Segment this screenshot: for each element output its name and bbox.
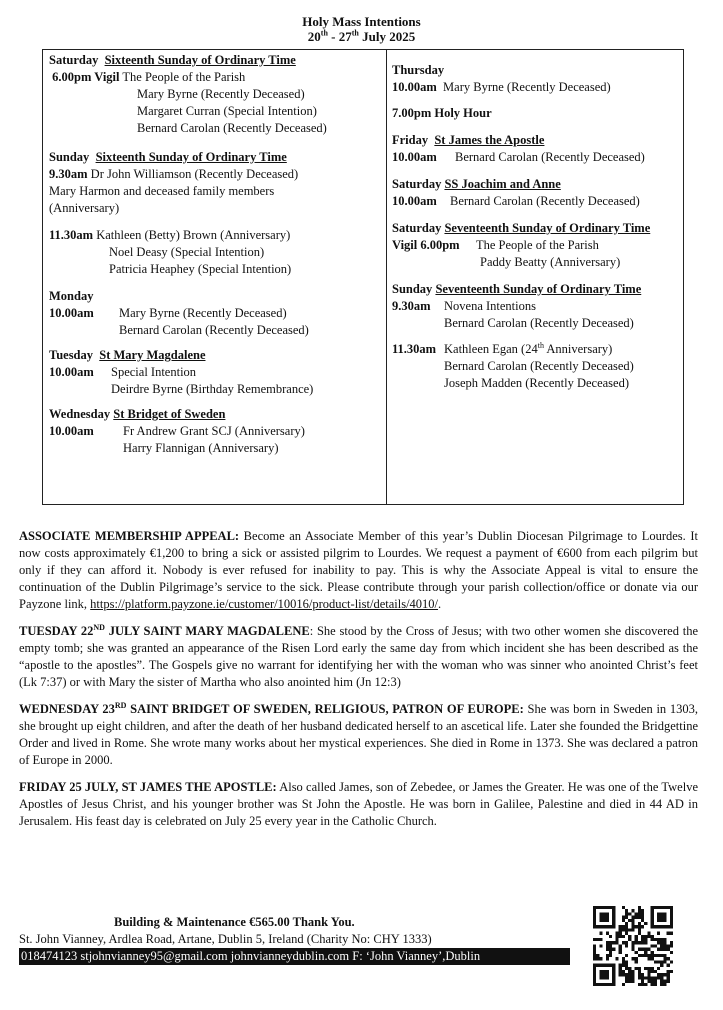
intention: Fr Andrew Grant SCJ (Anniversary) xyxy=(123,424,305,438)
notice-heading xyxy=(19,624,310,638)
mass-time: 10.00am xyxy=(49,424,94,438)
feast-label: Sixteenth Sunday of Ordinary Time xyxy=(95,150,287,164)
entry-sunday-seventeenth xyxy=(392,281,680,392)
parish-address: St. John Vianney, Ardlea Road, Artane, Dublin 5, Ireland (Charity No: CHY 1333) xyxy=(19,932,432,946)
notice-heading xyxy=(19,702,524,716)
mass-time: 10.00am xyxy=(392,150,437,164)
ordinal-suffix: th xyxy=(537,340,544,350)
entry-saturday xyxy=(49,52,381,137)
entry-tuesday xyxy=(49,347,381,398)
date-end: - 27 xyxy=(327,29,352,44)
notice-st-james xyxy=(19,779,698,830)
notice-bridget-of-sweden xyxy=(19,701,698,769)
mass-time: 10.00am xyxy=(49,365,94,379)
contact-bar: 018474123 stjohnvianney95@gmail.com johnvianneydublin.com F: ‘John Vianney’,Dublin xyxy=(19,948,570,965)
date-start: 20 xyxy=(307,29,321,44)
footer xyxy=(19,914,579,965)
intention: Mary Harmon and deceased family members (Anniversary) xyxy=(49,184,275,215)
notice-body: Become an Associate Member of this year’s Dublin Diocesan Pilgrimage to Lourdes. It now costs approximately €1,200 to bring a sick or assisted pilgrim to Lourdes. We request a payment of €600 from each pilgrim but only if they can afford it. Nobody is ever refused for inability to pay. This is why the Associate Appeal is vital to ensure the continuation of the Dublin Pilgrimage’s service to the sick. Please contribute through your parish collection/office or donate via our Payzone link, xyxy=(19,529,698,611)
intention xyxy=(444,342,612,356)
intention: Bernard Carolan (Recently Deceased) xyxy=(137,121,327,135)
notice-body: She was born in Sweden in 1303, she brought up eight children, and after the death of her husband dedicated herself to an ascetical life. Later she founded the Bridgettine Order and lived in Rome. She wrote many works about her mystical experiences. She died in Rome in 1373. She was declared a patron of Europe in 2000. xyxy=(19,702,698,767)
intention-part: Kathleen Egan (24 xyxy=(444,342,538,356)
day-label: Thursday xyxy=(392,63,445,77)
notices xyxy=(19,528,698,840)
intention: Mary Byrne (Recently Deceased) xyxy=(119,306,287,320)
entry-thursday xyxy=(392,62,680,122)
ordinal-suffix: RD xyxy=(114,700,127,710)
day-label: Monday xyxy=(49,289,94,303)
mass-intentions-table xyxy=(42,49,684,505)
intention: Harry Flannigan (Anniversary) xyxy=(123,441,279,455)
intention: Noel Deasy (Special Intention) xyxy=(109,245,265,259)
mass-time: Vigil 6.00pm xyxy=(392,238,460,252)
ordinal-suffix: ND xyxy=(93,622,105,632)
mass-time: 10.00am xyxy=(49,306,94,320)
notice-heading: FRIDAY 25 JULY, ST JAMES THE APOSTLE: xyxy=(19,780,277,794)
feast-label: SS Joachim and Anne xyxy=(444,177,561,191)
intention: Mary Byrne (Recently Deceased) xyxy=(443,80,611,94)
day-label: Saturday xyxy=(49,53,99,67)
intention: Paddy Beatty (Anniversary) xyxy=(480,255,621,269)
intention: Mary Byrne (Recently Deceased) xyxy=(137,87,305,101)
feast-label: St Bridget of Sweden xyxy=(113,407,226,421)
feast-label: Seventeenth Sunday of Ordinary Time xyxy=(435,282,642,296)
day-label: Sunday xyxy=(49,150,90,164)
day-label: Saturday xyxy=(392,221,442,235)
mass-time: 11.30am xyxy=(392,342,437,356)
feast-label: St Mary Magdalene xyxy=(99,348,206,362)
intention: Dr John Williamson (Recently Deceased) xyxy=(90,167,299,181)
intention: Patricia Heaphey (Special Intention) xyxy=(109,262,292,276)
page-title xyxy=(0,14,723,44)
intention: Novena Intentions xyxy=(444,299,536,313)
entry-friday xyxy=(392,132,680,166)
day-label: Friday xyxy=(392,133,429,147)
mass-time: 11.30am xyxy=(49,228,94,242)
mass-time: 9.30am xyxy=(49,167,88,181)
notice-heading: ASSOCIATE MEMBERSHIP APPEAL: xyxy=(19,529,240,543)
heading-part: JULY SAINT MARY MAGDALENE xyxy=(104,624,310,638)
mass-time: 6.00pm Vigil xyxy=(52,70,120,84)
left-column xyxy=(49,52,381,465)
heading-part: TUESDAY 22 xyxy=(19,624,94,638)
intention: Bernard Carolan (Recently Deceased) xyxy=(119,323,309,337)
mass-time: 10.00am xyxy=(392,80,437,94)
mass-time: 9.30am xyxy=(392,299,431,313)
title-line-2 xyxy=(0,29,723,44)
date-month-year: July 2025 xyxy=(358,29,416,44)
entry-wednesday xyxy=(49,406,381,457)
heading-part: SAINT BRIDGET OF SWEDEN, RELIGIOUS, PATRON OF EUROPE: xyxy=(126,702,524,716)
entry-saturday-joachim xyxy=(392,176,680,210)
feast-label: Seventeenth Sunday of Ordinary Time xyxy=(444,221,651,235)
day-label: Saturday xyxy=(392,177,442,191)
payzone-link[interactable]: https://platform.payzone.ie/customer/10016/product-list/details/4010/ xyxy=(90,597,439,611)
mass-time: 10.00am xyxy=(392,194,437,208)
intention: Kathleen (Betty) Brown (Anniversary) xyxy=(96,228,291,242)
intention: Bernard Carolan (Recently Deceased) xyxy=(444,359,634,373)
intention: Bernard Carolan (Recently Deceased) xyxy=(444,316,634,330)
date-start-suffix: th xyxy=(320,28,328,38)
intention: The People of the Parish xyxy=(122,70,246,84)
feast-label: Sixteenth Sunday of Ordinary Time xyxy=(104,53,296,67)
date-end-suffix: th xyxy=(351,28,359,38)
entry-saturday-vigil xyxy=(392,220,680,271)
intention: The People of the Parish xyxy=(476,238,599,252)
holy-hour: 7.00pm Holy Hour xyxy=(392,106,492,120)
notice-end: . xyxy=(438,597,442,611)
intention: Joseph Madden (Recently Deceased) xyxy=(444,376,629,390)
heading-part: WEDNESDAY 23 xyxy=(19,702,115,716)
entry-monday xyxy=(49,288,381,339)
entry-sunday xyxy=(49,149,381,278)
notice-body: : She stood by the Cross of Jesus; with two other women she discovered the empty tomb; she was granted an appearance of the Risen Lord early the same day from which incident she has been described as the “apostle to the apostles”. The Gospels give no warrant for identifying her with the woman who was sinner who anointed Christ’s feet (Lk 7:37) or with Mary the sister of Martha who also anointed him (Jn 12:3) xyxy=(19,624,698,689)
notice-associate-appeal xyxy=(19,528,698,613)
day-label: Wednesday xyxy=(49,407,111,421)
feast-label: St James the Apostle xyxy=(434,133,545,147)
qr-code-icon xyxy=(593,906,673,986)
notice-body: Also called James, son of Zebedee, or James the Greater. He was one of the Twelve Apostles of Jesus Christ, and his younger brother was St John the Apostle. He was born in Galilee, Palestine and died in 44 AD in Jerusalem. His feast day is celebrated on July 25 every year in the Catholic Church. xyxy=(19,780,698,828)
intention: Margaret Curran (Special Intention) xyxy=(137,104,317,118)
notice-mary-magdalene xyxy=(19,623,698,691)
building-maintenance: Building & Maintenance €565.00 Thank You. xyxy=(114,915,355,929)
day-label: Tuesday xyxy=(49,348,94,362)
title-line-1: Holy Mass Intentions xyxy=(302,14,421,29)
intention: Bernard Carolan (Recently Deceased) xyxy=(455,150,645,164)
column-divider xyxy=(386,50,387,504)
intention: Deirdre Byrne (Birthday Remembrance) xyxy=(111,382,314,396)
day-label: Sunday xyxy=(392,282,433,296)
right-column xyxy=(392,62,680,400)
intention-part: Anniversary) xyxy=(543,342,613,356)
intention: Special Intention xyxy=(111,365,197,379)
intention: Bernard Carolan (Recently Deceased) xyxy=(450,194,640,208)
